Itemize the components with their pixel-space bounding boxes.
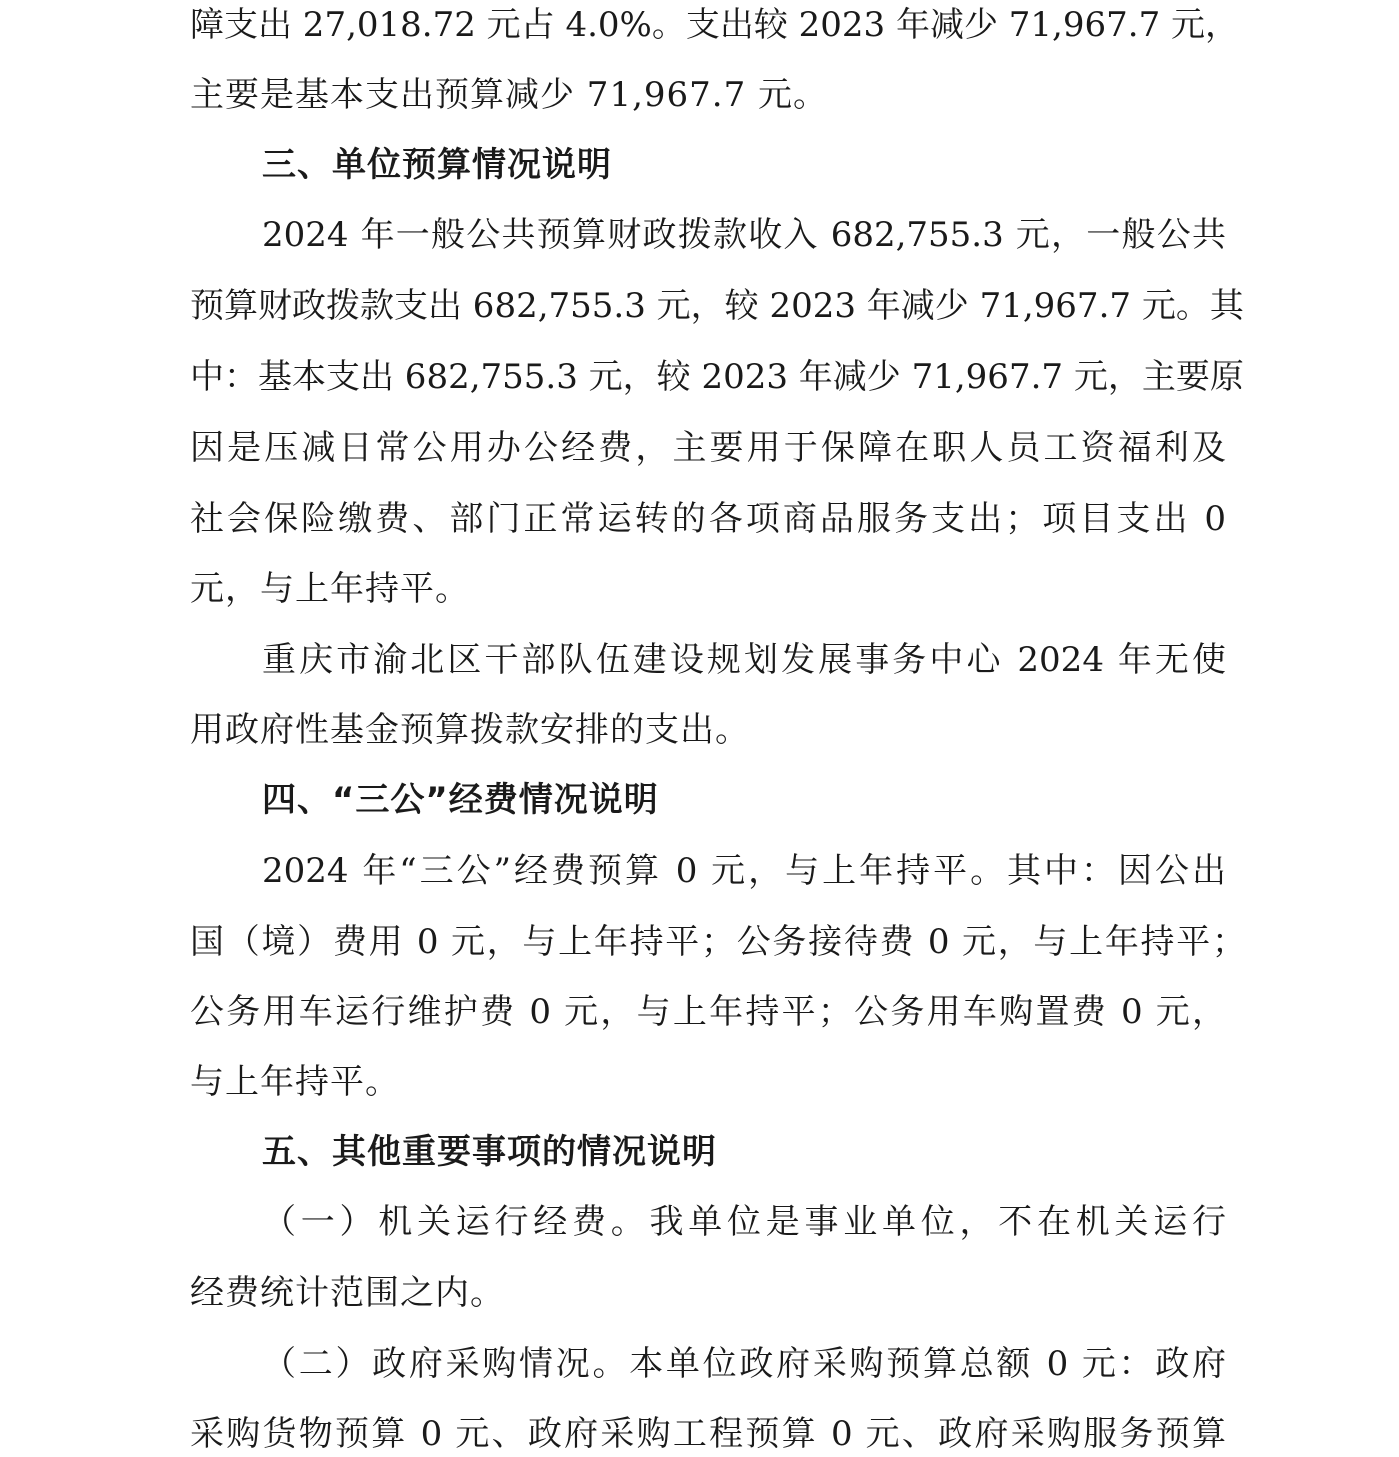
paragraph-line: 障支出 27,018.72 元占 4.0%。支出较 2023 年减少 71,967.7 元， <box>190 5 1240 45</box>
paragraph-line: 2024 年一般公共预算财政拨款收入 682,755.3 元，一般公共 <box>262 215 1226 255</box>
paragraph-line: 2024 年“三公”经费预算 0 元，与上年持平。其中：因公出 <box>262 851 1226 891</box>
paragraph-line: 预算财政拨款支出 682,755.3 元，较 2023 年减少 71,967.7 元。其 <box>190 286 1244 326</box>
paragraph-line: 重庆市渝北区干部队伍建设规划发展事务中心 2024 年无使 <box>262 640 1226 680</box>
section-heading-other-matters: 五、其他重要事项的情况说明 <box>262 1132 717 1172</box>
paragraph-line: 主要是基本支出预算减少 71,967.7 元。 <box>190 75 829 115</box>
paragraph-line: 与上年持平。 <box>190 1062 400 1102</box>
paragraph-line: 公务用车运行维护费 0 元，与上年持平；公务用车购置费 0 元， <box>190 992 1226 1032</box>
paragraph-line: 经费统计范围之内。 <box>190 1273 505 1313</box>
section-heading-unit-budget: 三、单位预算情况说明 <box>262 145 612 185</box>
paragraph-line: （一）机关运行经费。我单位是事业单位，不在机关运行 <box>262 1202 1226 1242</box>
paragraph-line: （二）政府采购情况。本单位政府采购预算总额 0 元：政府 <box>262 1344 1226 1384</box>
paragraph-line: 用政府性基金预算拨款安排的支出。 <box>190 710 750 750</box>
paragraph-line: 国（境）费用 0 元，与上年持平；公务接待费 0 元，与上年持平； <box>190 922 1246 962</box>
section-heading-three-public-expenses: 四、“三公”经费情况说明 <box>262 780 659 820</box>
paragraph-line: 中：基本支出 682,755.3 元，较 2023 年减少 71,967.7 元，主要原 <box>190 357 1244 397</box>
paragraph-line: 因是压减日常公用办公经费，主要用于保障在职人员工资福利及 <box>190 428 1226 468</box>
paragraph-line: 采购货物预算 0 元、政府采购工程预算 0 元、政府采购服务预算 <box>190 1414 1226 1454</box>
paragraph-line: 元，与上年持平。 <box>190 569 470 609</box>
paragraph-line: 社会保险缴费、部门正常运转的各项商品服务支出；项目支出 0 <box>190 499 1226 539</box>
